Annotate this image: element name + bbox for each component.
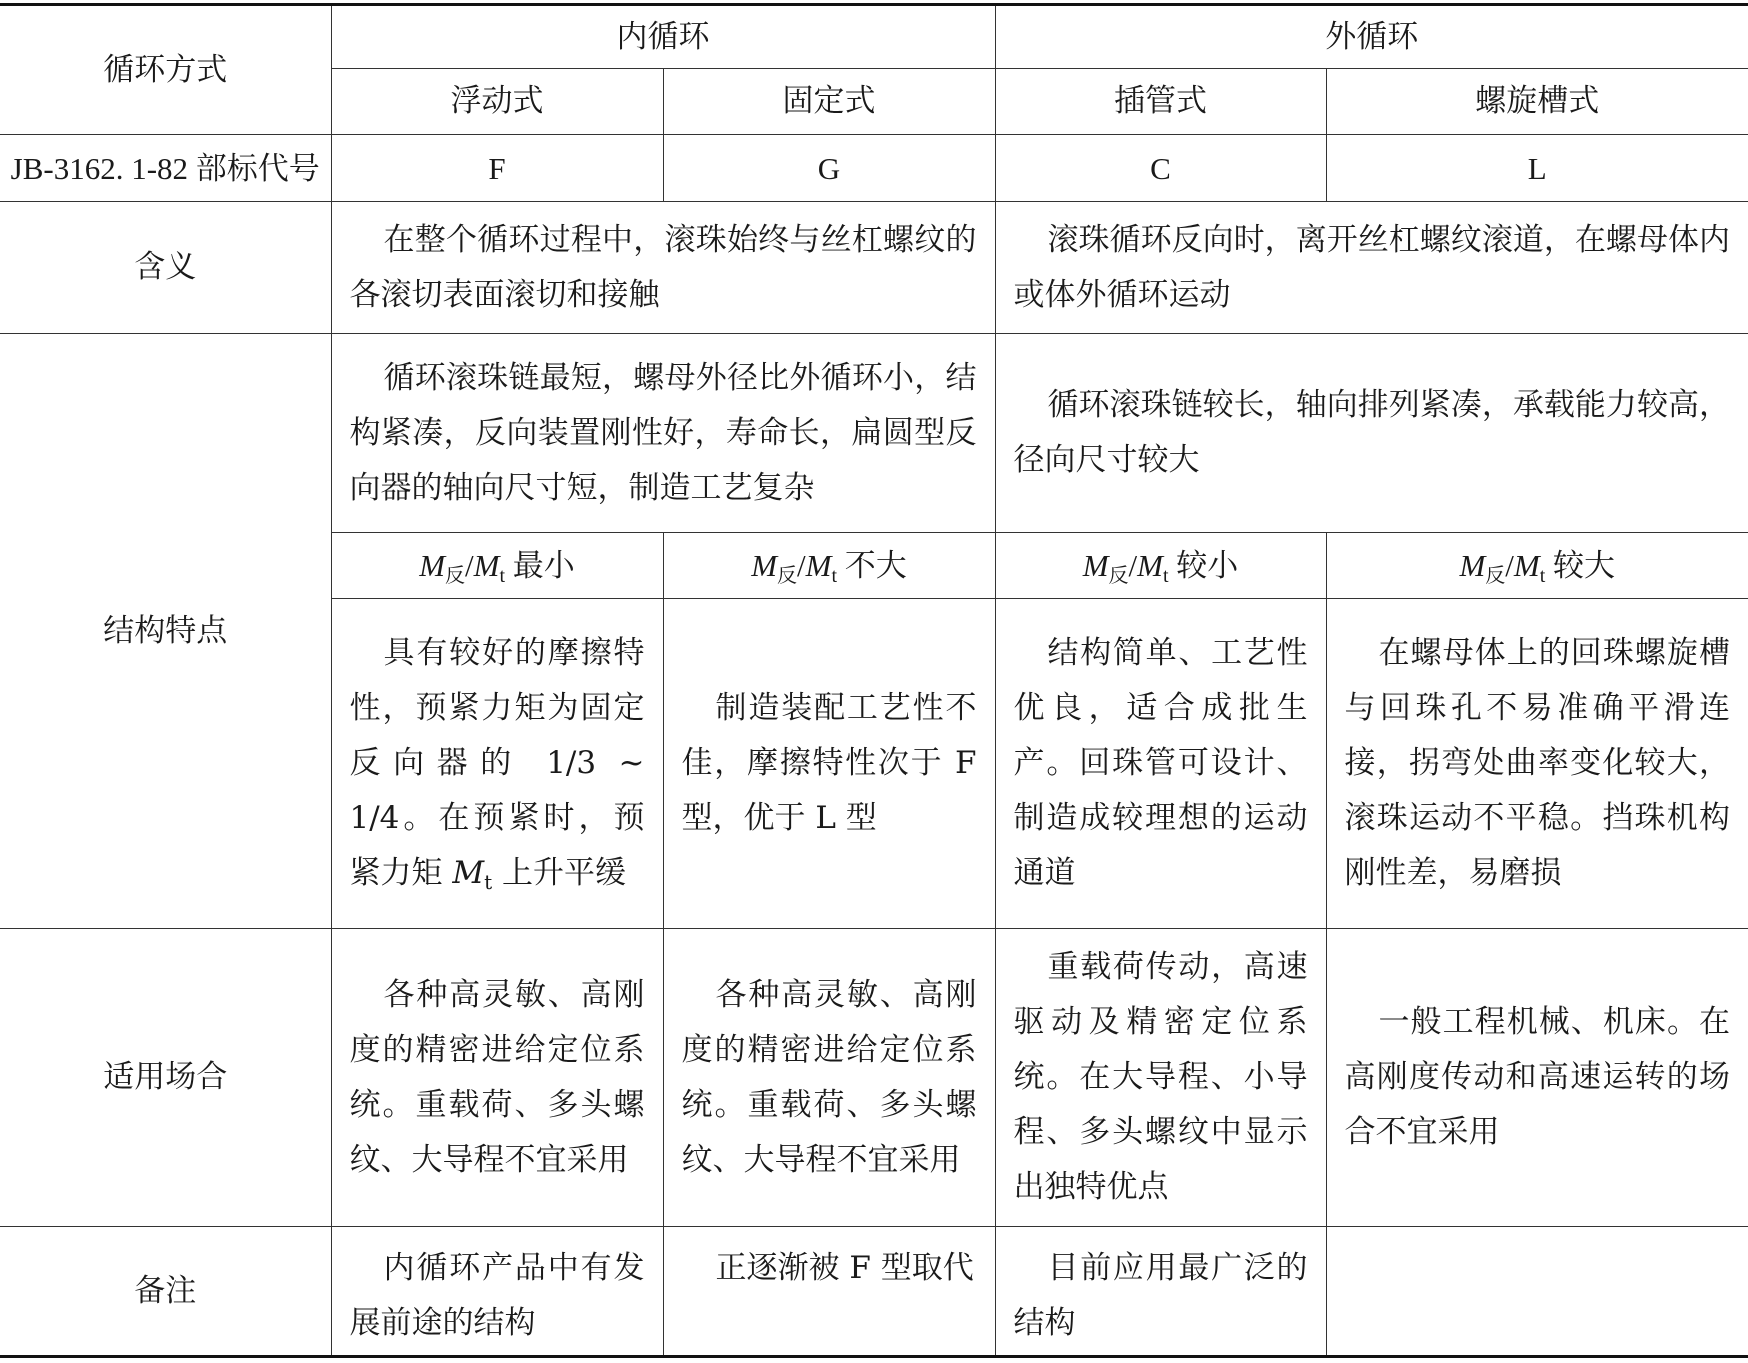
ratio-m: M [751,548,778,583]
ratio-sub-t: t [831,565,838,587]
meaning-label: 含义 [0,202,331,334]
ratio-sub-fan: 反 [777,565,798,587]
meaning-outer: 滚珠循环反向时，离开丝杠螺纹滚道，在螺母体内或体外循环运动 [995,202,1748,334]
ball-screw-circulation-table [0,3,1748,1358]
ratio-m: M [805,548,832,583]
ratio-m: M [419,548,446,583]
structure-outer-general: 循环滚珠链较长，轴向排列紧凑，承载能力较高，径向尺寸较大 [995,334,1748,533]
application-label: 适用场合 [0,929,331,1227]
ratio-sub-t: t [1162,565,1169,587]
ratio-cell-f [331,533,663,599]
code-c: C [995,135,1326,202]
remarks-row [0,1227,1748,1357]
structure-detail-f [331,599,663,929]
header-row-1 [0,5,1748,69]
ratio-cell-g [663,533,995,599]
header-type-floating: 浮动式 [331,69,663,135]
ratio-sub-fan: 反 [445,565,466,587]
ratio-level-f: 最小 [512,548,575,583]
code-row [0,135,1748,202]
ratio-m: M [1459,548,1486,583]
code-row-label: JB-3162. 1-82 部标代号 [0,135,331,202]
remarks-l [1326,1227,1748,1357]
ratio-level-c: 较小 [1176,548,1239,583]
remarks-c: 目前应用最广泛的结构 [995,1227,1326,1357]
detail-f-var: M [452,855,485,891]
structure-detail-g: 制造装配工艺性不佳，摩擦特性次于 F 型，优于 L 型 [663,599,995,929]
structure-general-row [0,334,1748,533]
ratio-cell-c [995,533,1326,599]
header-type-tube: 插管式 [995,69,1326,135]
ratio-sub-t: t [1539,565,1546,587]
application-l: 一般工程机械、机床。在高刚度传动和高速运转的场合不宜采用 [1326,929,1748,1227]
ratio-m: M [473,548,500,583]
detail-f-sub: t [484,870,493,894]
remarks-label: 备注 [0,1227,331,1357]
ratio-sub-fan: 反 [1108,565,1129,587]
code-g: G [663,135,995,202]
ratio-level-l: 较大 [1553,548,1616,583]
remarks-g: 正逐渐被 F 型取代 [663,1227,995,1357]
application-row [0,929,1748,1227]
ratio-m: M [1513,548,1540,583]
structure-inner-general: 循环滚珠链最短，螺母外径比外循环小，结构紧凑，反向装置刚性好，寿命长，扁圆型反向器的轴向尺寸短，制造工艺复杂 [331,334,995,533]
structure-detail-l: 在螺母体上的回珠螺旋槽与回珠孔不易准确平滑连接，拐弯处曲率变化较大，滚珠运动不平稳。挡珠机构刚性差，易磨损 [1326,599,1748,929]
ratio-slash: / [465,548,474,583]
detail-f-text-1: 具有较好的摩擦特性，预紧力矩为固定反向器的 1/3 ~ 1/4。在预紧时，预紧力矩 [349,635,645,891]
header-inner-circulation: 内循环 [331,5,995,69]
remarks-f: 内循环产品中有发展前途的结构 [331,1227,663,1357]
ratio-sub-fan: 反 [1485,565,1506,587]
ratio-m: M [1137,548,1163,583]
application-g: 各种高灵敏、高刚度的精密进给定位系统。重载荷、多头螺纹、大导程不宜采用 [663,929,995,1227]
ratio-cell-l [1326,533,1748,599]
header-method-label: 循环方式 [0,5,331,135]
code-f: F [331,135,663,202]
ratio-sub-t: t [499,565,506,587]
ratio-m: M [1082,548,1109,583]
header-type-spiral-groove: 螺旋槽式 [1326,69,1748,135]
code-l: L [1326,135,1748,202]
ratio-slash: / [1505,548,1514,583]
header-type-fixed: 固定式 [663,69,995,135]
ratio-slash: / [797,548,806,583]
header-outer-circulation: 外循环 [995,5,1748,69]
application-f: 各种高灵敏、高刚度的精密进给定位系统。重载荷、多头螺纹、大导程不宜采用 [331,929,663,1227]
detail-f-text-2: 上升平缓 [492,855,627,891]
structure-label: 结构特点 [0,334,331,929]
structure-detail-c: 结构简单、工艺性优良，适合成批生产。回珠管可设计、制造成较理想的运动通道 [995,599,1326,929]
application-c: 重载荷传动，高速驱动及精密定位系统。在大导程、小导程、多头螺纹中显示出独特优点 [995,929,1326,1227]
meaning-inner: 在整个循环过程中，滚珠始终与丝杠螺纹的各滚切表面滚切和接触 [331,202,995,334]
ratio-slash: / [1128,548,1138,583]
ratio-level-g: 不大 [844,548,907,583]
meaning-row [0,202,1748,334]
